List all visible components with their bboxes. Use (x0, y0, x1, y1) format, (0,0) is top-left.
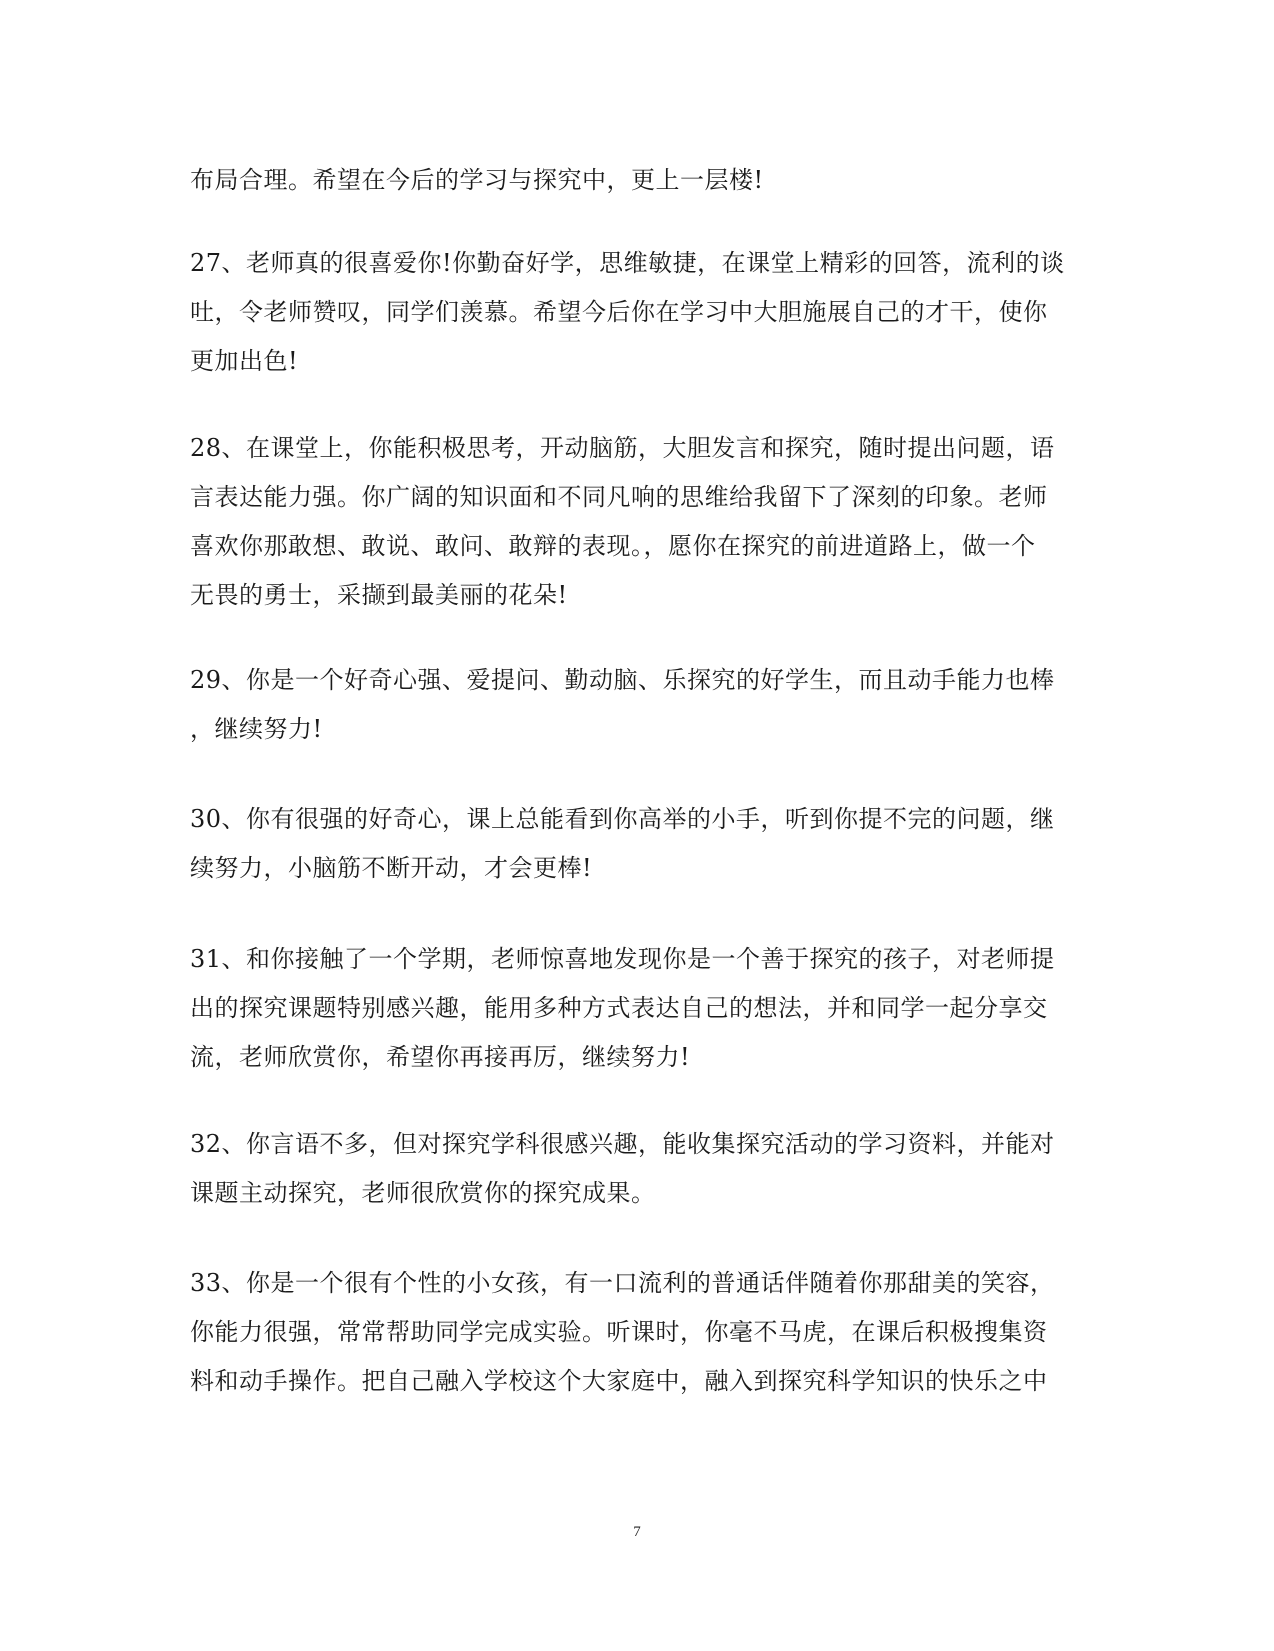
paragraph-29 (190, 656, 1086, 754)
page-number: 7 (633, 1524, 641, 1540)
text-line: 言表达能力强。你广阔的知识面和不同凡响的思维给我留下了深刻的印象。老师 (190, 483, 1048, 511)
paragraph-31 (190, 935, 1086, 1082)
paragraph-26-continuation (190, 156, 1086, 205)
text-line: 喜欢你那敢想、敢说、敢问、敢辩的表现。，愿你在探究的前进道路上，做一个 (190, 532, 1036, 560)
text-line: 27、老师真的很喜爱你!你勤奋好学，思维敏捷，在课堂上精彩的回答，流利的谈 (190, 249, 1065, 277)
paragraph-33 (190, 1259, 1086, 1406)
text-line: 30、你有很强的好奇心，课上总能看到你高举的小手，听到你提不完的问题，继 (190, 805, 1055, 833)
text-line: 无畏的勇士，采撷到最美丽的花朵! (190, 581, 568, 609)
text-line: 课题主动探究，老师很欣赏你的探究成果。 (190, 1179, 656, 1207)
text-line: ，继续努力! (190, 715, 323, 743)
text-line: 流，老师欣赏你，希望你再接再厉，继续努力! (190, 1043, 691, 1071)
text-line: 料和动手操作。把自己融入学校这个大家庭中，融入到探究科学知识的快乐之中 (190, 1367, 1048, 1395)
text-line: 你能力很强，常常帮助同学完成实验。听课时，你毫不马虎，在课后积极搜集资 (190, 1318, 1048, 1346)
text-line: 29、你是一个好奇心强、爱提问、勤动脑、乐探究的好学生，而且动手能力也棒 (190, 666, 1055, 694)
text-line: 出的探究课题特别感兴趣，能用多种方式表达自己的想法，并和同学一起分享交 (190, 994, 1048, 1022)
paragraph-32 (190, 1120, 1086, 1218)
text-line: 28、在课堂上，你能积极思考，开动脑筋，大胆发言和探究，随时提出问题，语 (190, 434, 1055, 462)
text-line: 吐，令老师赞叹，同学们羡慕。希望今后你在学习中大胆施展自己的才干，使你 (190, 298, 1048, 326)
text-line: 更加出色! (190, 347, 299, 375)
paragraph-28 (190, 424, 1086, 620)
text-line: 32、你言语不多，但对探究学科很感兴趣，能收集探究活动的学习资料，并能对 (190, 1130, 1055, 1158)
text-line: 布局合理。希望在今后的学习与探究中，更上一层楼! (190, 166, 764, 194)
text-line: 31、和你接触了一个学期，老师惊喜地发现你是一个善于探究的孩子，对老师提 (190, 945, 1055, 973)
paragraph-30 (190, 795, 1086, 893)
paragraph-27 (190, 239, 1086, 386)
text-line: 续努力，小脑筋不断开动，才会更棒! (190, 854, 593, 882)
text-line: 33、你是一个很有个性的小女孩，有一口流利的普通话伴随着你那甜美的笑容， (190, 1269, 1055, 1297)
